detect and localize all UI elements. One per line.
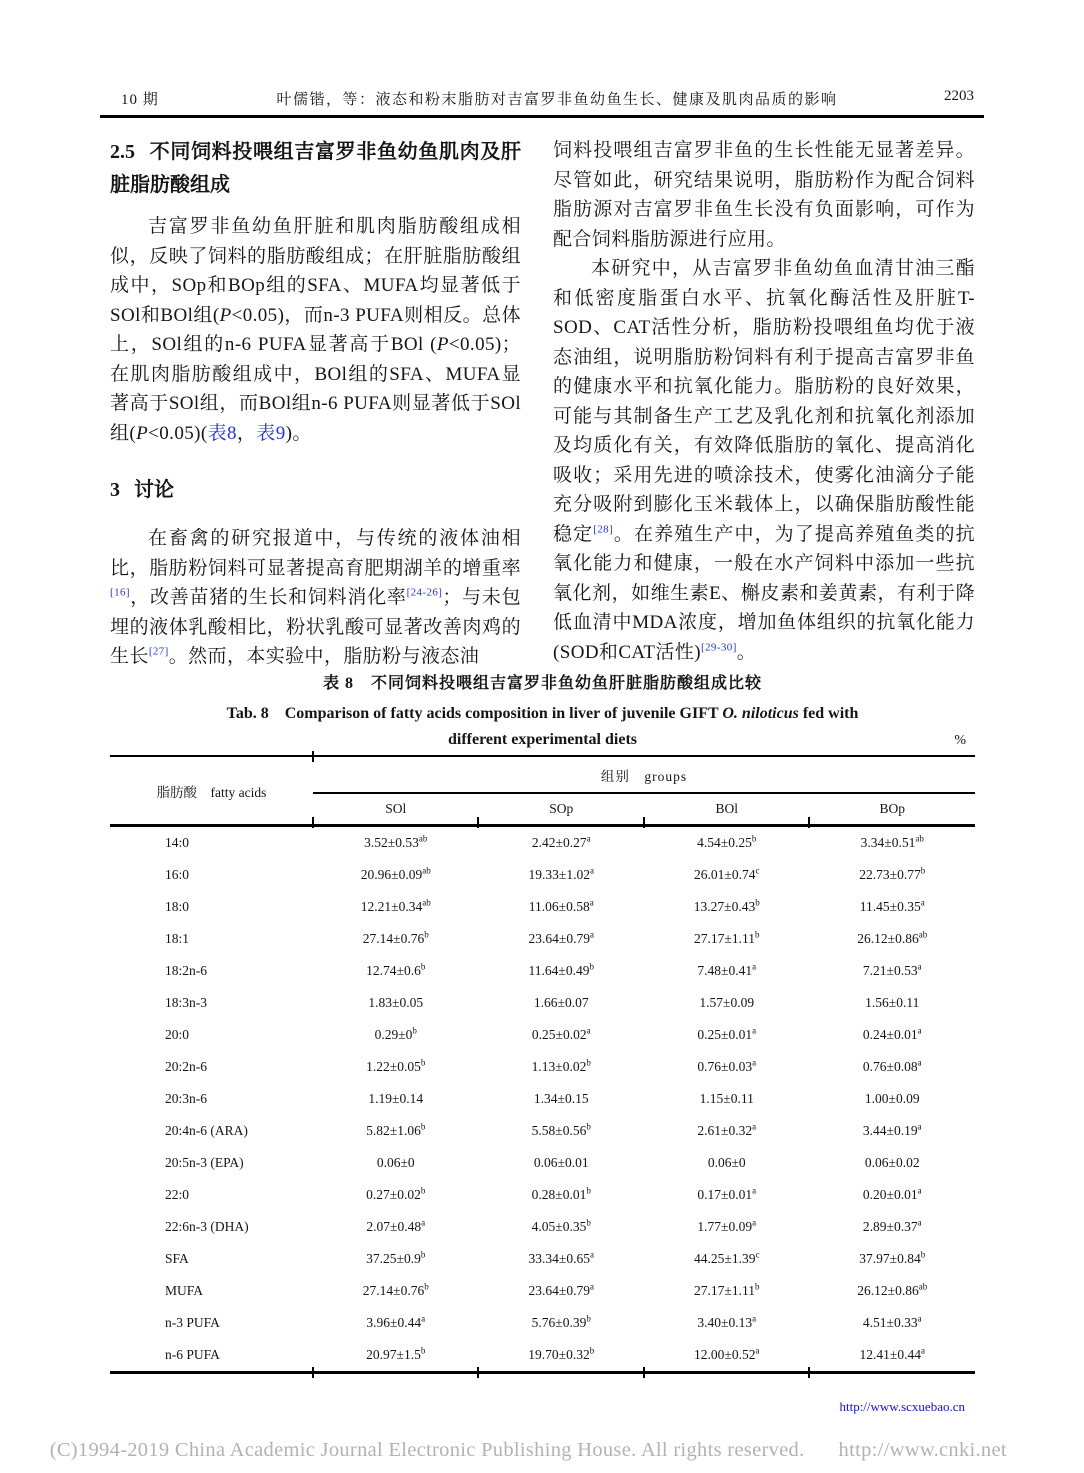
value-cell: 0.06±0.02 <box>864 1155 920 1170</box>
citation-link[interactable]: [28] <box>593 523 614 536</box>
significance-superscript: b <box>586 1313 591 1324</box>
significance-superscript: b <box>751 833 757 844</box>
paragraph-discussion-continued <box>553 136 975 254</box>
value-cell: 1.34±0.15 <box>533 1091 589 1106</box>
paragraph-discussion-2 <box>553 254 975 667</box>
citation-link[interactable]: [27] <box>148 645 169 658</box>
significance-superscript: b <box>420 1185 426 1196</box>
fatty-acid-label: 18:0 <box>165 899 190 914</box>
table-row <box>110 923 975 955</box>
value-cell: 26.01±0.74$^c$ <box>694 865 760 882</box>
text-segment: <0.05)( <box>148 422 208 444</box>
table-row <box>110 1307 975 1339</box>
fatty-acid-label: SFA <box>165 1251 189 1266</box>
fatty-acid-label: 22:0 <box>165 1187 190 1202</box>
significance-superscript: a <box>917 1121 922 1132</box>
value-cell: 1.22±0.05$^b$ <box>366 1057 426 1074</box>
rule-tick <box>643 1367 645 1378</box>
significance-superscript: b <box>920 1249 926 1260</box>
table-row <box>110 1275 975 1307</box>
significance-superscript: b <box>420 1057 426 1068</box>
significance-superscript: a <box>917 1185 922 1196</box>
significance-superscript: a <box>752 961 757 972</box>
fatty-acid-label: 14:0 <box>165 835 190 850</box>
cnki-url-text: http://www.cnki.net <box>838 1439 1007 1461</box>
fatty-acids-table <box>110 755 975 1374</box>
text-segment: <0.05)；在肌肉脂肪酸组成中，BOl组的SFA、MUFA显著高于SOl组，而BOl组n-6 PUFA则显著低于SOl组( <box>110 334 521 444</box>
significance-superscript: ab <box>915 833 924 844</box>
rule-tick <box>643 817 645 828</box>
value-cell: 11.45±0.35$^a$ <box>859 897 925 914</box>
significance-superscript: b <box>589 961 594 972</box>
significance-superscript: a <box>589 1281 594 1292</box>
text-segment: ，改善苗猪的生长和饲料消化率 <box>129 587 407 608</box>
citation-link[interactable]: [24-26] <box>406 586 443 599</box>
significance-superscript: a <box>917 1217 922 1228</box>
value-cell: 1.57±0.09 <box>699 995 755 1010</box>
italic-text: P <box>219 304 232 326</box>
copyright-text: (C)1994-2019 China Academic Journal Electronic Publishing House. All rights reserved. <box>49 1439 805 1461</box>
scxuebao-link[interactable]: http://www.scxuebao.cn <box>839 1399 965 1414</box>
table8-caption-english <box>110 700 975 723</box>
text-segment: <0.05)，而n-3 PUFA则相反。总体上，SOl组的n-6 PUFA显著高于BOl ( <box>110 304 521 355</box>
header-running-title: 叶儒锴，等：液态和粉末脂肪对吉富罗非鱼幼鱼生长、健康及肌肉品质的影响 <box>276 92 838 108</box>
value-cell: 1.00±0.09 <box>864 1091 920 1106</box>
header-issue: 10 期 <box>121 92 159 108</box>
value-cell: 1.77±0.09$^a$ <box>697 1217 757 1234</box>
value-cell: 27.17±1.11$^b$ <box>694 1281 760 1298</box>
value-cell: 0.76±0.03$^a$ <box>697 1057 757 1074</box>
significance-superscript: b <box>586 1217 591 1228</box>
rule-tick <box>808 817 810 828</box>
significance-superscript: b <box>424 929 429 940</box>
value-cell: 12.74±0.6$^b$ <box>366 961 426 978</box>
value-cell: 20.96±0.09$^{ab}$ <box>360 865 431 882</box>
text-segment: 本研究中，从吉富罗非鱼幼鱼血清甘油三酯和低密度脂蛋白水平、抗氧化酶活性及肝脏T-SOD、CAT活性分析，脂肪粉投喂组鱼均优于液态油组，说明脂肪粉饲料有利于提高吉富罗非鱼的健康水平和抗氧化能力。脂肪粉的良好效果，可能与其制备生产工艺及乳化剂和抗氧化剂添加及均质化有关，有效降低脂肪的氧化、提高消化吸收；采用先进的喷涂技术，使雾化油滴分子能充分吸附到膨化玉米载体上，以确保脂肪酸性能稳定 <box>553 258 975 545</box>
fatty-acid-label: 22:6n-3 (DHA) <box>165 1219 249 1234</box>
significance-superscript: a <box>586 833 591 844</box>
fatty-acid-label: 20:2n-6 <box>165 1059 207 1074</box>
value-cell: 1.83±0.05 <box>368 995 424 1010</box>
value-cell: 0.27±0.02$^b$ <box>366 1185 426 1202</box>
value-cell: 3.34±0.51$^{ab}$ <box>860 833 924 850</box>
value-cell: 5.58±0.56$^b$ <box>531 1121 591 1138</box>
table-row <box>110 1115 975 1147</box>
header-rule <box>100 115 984 118</box>
table-row <box>110 1339 975 1373</box>
column-header-SOp: SOp <box>479 793 645 826</box>
significance-superscript: b <box>755 897 760 908</box>
value-cell: 44.25±1.39$^c$ <box>694 1249 760 1266</box>
table-row <box>110 826 975 860</box>
value-cell: 0.24±0.01$^a$ <box>862 1025 922 1042</box>
value-cell: 2.61±0.32$^a$ <box>697 1121 757 1138</box>
significance-superscript: a <box>589 1249 594 1260</box>
value-cell: 19.33±1.02$^a$ <box>528 865 594 882</box>
significance-superscript: b <box>920 865 926 876</box>
value-cell: 4.05±0.35$^b$ <box>531 1217 591 1234</box>
text-segment: fed with <box>798 705 859 722</box>
significance-superscript: b <box>420 1345 426 1356</box>
text-segment: 饲料投喂组吉富罗非鱼的生长性能无显著差异。尽管如此，研究结果说明，脂肪粉作为配合饲料脂肪源对吉富罗非鱼生长没有负面影响，可作为配合饲料脂肪源进行应用。 <box>553 140 975 250</box>
significance-superscript: a <box>589 897 594 908</box>
significance-superscript: a <box>421 1217 426 1228</box>
table-ref-link[interactable]: 表9 <box>256 422 286 444</box>
fatty-acid-label: 20:3n-6 <box>165 1091 207 1106</box>
text-segment: ；与未包埋的液体乳酸相比，粉状乳酸可显著改善肉鸡的生长 <box>110 587 521 667</box>
value-cell: 12.21±0.34$^{ab}$ <box>360 897 431 914</box>
table-row <box>110 1211 975 1243</box>
value-cell: 11.64±0.49$^b$ <box>528 961 594 978</box>
text-segment: Tab. 8 Comparison of fatty acids composition in liver of juvenile GIFT <box>226 705 723 722</box>
significance-superscript: a <box>755 1345 760 1356</box>
significance-superscript: a <box>920 897 925 908</box>
significance-superscript: b <box>754 1281 760 1292</box>
value-cell: 2.42±0.27$^a$ <box>531 833 591 850</box>
value-cell: 1.15±0.11 <box>699 1091 754 1106</box>
value-cell: 0.06±0.01 <box>533 1155 589 1170</box>
text-segment: )。 <box>285 422 312 444</box>
significance-superscript: a <box>752 1217 757 1228</box>
significance-superscript: a <box>917 961 922 972</box>
rule-tick <box>312 817 314 828</box>
table8 <box>110 755 975 1374</box>
value-cell: 5.82±1.06$^b$ <box>366 1121 426 1138</box>
table-row <box>110 1083 975 1115</box>
value-cell: 3.52±0.53$^{ab}$ <box>364 833 428 850</box>
table-row <box>110 955 975 987</box>
value-cell: 0.28±0.01$^b$ <box>531 1185 591 1202</box>
significance-superscript: b <box>412 1025 417 1036</box>
groups-spanner-header: 组别 groups <box>313 756 975 793</box>
column-header-BOp: BOp <box>810 793 976 826</box>
significance-superscript: a <box>917 1057 922 1068</box>
table-ref-link[interactable]: 表8 <box>207 422 237 444</box>
citation-link[interactable]: [29-30] <box>700 641 737 654</box>
table-header <box>110 756 975 826</box>
value-cell: 37.97±0.84$^b$ <box>859 1249 926 1266</box>
italic-text: P <box>436 334 449 355</box>
significance-superscript: a <box>752 1313 757 1324</box>
value-cell: 0.25±0.01$^a$ <box>697 1025 757 1042</box>
significance-superscript: b <box>424 1281 429 1292</box>
section-heading-3 <box>110 474 521 507</box>
table-row <box>110 1147 975 1179</box>
right-column <box>553 136 975 667</box>
significance-superscript: a <box>752 1185 757 1196</box>
value-cell: 33.34±0.65$^a$ <box>528 1249 594 1266</box>
significance-superscript: b <box>420 961 426 972</box>
value-cell: 0.76±0.08$^a$ <box>862 1057 922 1074</box>
significance-superscript: a <box>920 1345 925 1356</box>
section-heading-2-5 <box>110 136 521 202</box>
value-cell: 19.70±0.32$^b$ <box>528 1345 595 1362</box>
column-header-SOl: SOl <box>313 793 479 826</box>
table-row <box>110 1179 975 1211</box>
rule-tick <box>312 751 314 762</box>
table-row <box>110 859 975 891</box>
fatty-acid-label: 20:0 <box>165 1027 190 1042</box>
significance-superscript: a <box>917 1025 922 1036</box>
text-segment: ， <box>236 422 257 444</box>
value-cell: 4.51±0.33$^a$ <box>862 1313 922 1330</box>
significance-superscript: a <box>752 1121 757 1132</box>
significance-superscript: b <box>420 1121 426 1132</box>
left-column <box>110 136 521 672</box>
significance-superscript: ab <box>918 929 928 940</box>
value-cell: 2.89±0.37$^a$ <box>862 1217 922 1234</box>
significance-superscript: b <box>586 1057 591 1068</box>
significance-superscript: ab <box>918 1281 928 1292</box>
value-cell: 27.14±0.76$^b$ <box>362 929 429 946</box>
value-cell: 23.64±0.79$^a$ <box>528 1281 594 1298</box>
text-segment: 在畜禽的研究报道中，与传统的液体油相比，脂肪粉饲料可显著提高育肥期湖羊的增重率 <box>110 528 521 579</box>
text-segment: 。在养殖生产中，为了提高养殖鱼类的抗氧化能力和健康，一般在水产饲料中添加一些抗氧化剂，如维生素E、槲皮素和姜黄素，有利于降低血清中MDA浓度，增加鱼体组织的抗氧化能力(SOD和CAT活性) <box>553 523 975 663</box>
significance-superscript: b <box>586 1185 591 1196</box>
value-cell: 22.73±0.77$^b$ <box>859 865 926 882</box>
table-row <box>110 987 975 1019</box>
value-cell: 3.44±0.19$^a$ <box>862 1121 922 1138</box>
table-row <box>110 891 975 923</box>
value-cell: 0.20±0.01$^a$ <box>862 1185 922 1202</box>
header-page-number: 2203 <box>944 88 974 104</box>
significance-superscript: b <box>420 1249 426 1260</box>
value-cell: 3.96±0.44$^a$ <box>366 1313 426 1330</box>
value-cell: 12.00±0.52$^a$ <box>694 1345 760 1362</box>
value-cell: 2.07±0.48$^a$ <box>366 1217 426 1234</box>
significance-superscript: ab <box>422 897 431 908</box>
paragraph-fatty-acid-results <box>110 212 521 448</box>
table8-caption-english-line2: different experimental diets <box>448 731 637 748</box>
significance-superscript: ab <box>418 833 428 844</box>
table-row <box>110 1019 975 1051</box>
significance-superscript: a <box>917 1313 922 1324</box>
value-cell: 11.06±0.58$^a$ <box>528 897 594 914</box>
value-cell: 0.17±0.01$^a$ <box>697 1185 757 1202</box>
section-title: 讨论 <box>134 479 174 501</box>
value-cell: 5.76±0.39$^b$ <box>531 1313 591 1330</box>
significance-superscript: b <box>586 1121 591 1132</box>
value-cell: 13.27±0.43$^b$ <box>693 897 760 914</box>
significance-superscript: a <box>752 1025 757 1036</box>
fatty-acid-label: 18:1 <box>165 931 190 946</box>
value-cell: 37.25±0.9$^b$ <box>366 1249 426 1266</box>
fatty-acid-label: MUFA <box>165 1283 204 1298</box>
copyright-watermark <box>28 1416 1007 1473</box>
value-cell: 26.12±0.86$^{ab}$ <box>857 929 928 946</box>
significance-superscript: b <box>754 929 760 940</box>
value-cell: 1.19±0.14 <box>368 1091 424 1106</box>
italic-text: P <box>136 422 149 444</box>
value-cell: 1.66±0.07 <box>533 995 589 1010</box>
value-cell: 1.56±0.11 <box>865 995 920 1010</box>
significance-superscript: a <box>589 929 594 940</box>
text-segment: 吉富罗非鱼幼鱼肝脏和肌肉脂肪酸组成相似，反映了饲料的脂肪酸组成；在肝脏脂肪酸组成中，SOp和BOp组的SFA、MUFA均显著低于SOl和BOl组( <box>110 216 521 326</box>
table-row <box>110 1243 975 1275</box>
significance-superscript: a <box>586 1025 591 1036</box>
value-cell: 23.64±0.79$^a$ <box>528 929 594 946</box>
significance-superscript: c <box>755 865 760 876</box>
value-cell: 7.21±0.53$^a$ <box>862 961 922 978</box>
rule-tick <box>477 817 479 828</box>
citation-link[interactable]: [16] <box>110 586 130 599</box>
value-cell: 27.17±1.11$^b$ <box>694 929 760 946</box>
fatty-acid-label: 16:0 <box>165 867 190 882</box>
table8-unit-label: % <box>954 733 966 748</box>
italic-text: O. niloticus <box>722 705 799 722</box>
section-number: 2.5 <box>110 141 135 163</box>
section-title: 不同饲料投喂组吉富罗非鱼幼鱼肌肉及肝脏脂肪酸组成 <box>110 141 521 196</box>
fatty-acids-column-header: 脂肪酸 fatty acids <box>110 756 313 826</box>
column-header-BOl: BOl <box>644 793 810 826</box>
significance-superscript: a <box>589 865 594 876</box>
value-cell: 0.06±0 <box>376 1155 415 1170</box>
table8-caption-chinese: 表 8 不同饲料投喂组吉富罗非鱼幼鱼肝脏脂肪酸组成比较 <box>322 675 762 692</box>
value-cell: 12.41±0.44$^a$ <box>859 1345 925 1362</box>
rule-tick <box>477 1367 479 1378</box>
fatty-acid-label: 20:5n-3 (EPA) <box>165 1155 244 1170</box>
rule-tick <box>808 1367 810 1378</box>
value-cell: 20.97±1.5$^b$ <box>366 1345 426 1362</box>
value-cell: 4.54±0.25$^b$ <box>697 833 757 850</box>
fatty-acid-label: 18:3n-3 <box>165 995 207 1010</box>
value-cell: 1.13±0.02$^b$ <box>531 1057 591 1074</box>
value-cell: $0.29\pm 0^b$ <box>374 1025 417 1042</box>
table-body <box>110 826 975 1373</box>
significance-superscript: b <box>589 1345 595 1356</box>
fatty-acid-label: n-3 PUFA <box>165 1315 220 1330</box>
rule-tick <box>312 1367 314 1378</box>
text-segment: 。 <box>736 641 757 663</box>
fatty-acid-label: 20:4n-6 (ARA) <box>165 1123 248 1138</box>
significance-superscript: c <box>755 1249 760 1260</box>
table-row <box>110 1051 975 1083</box>
significance-superscript: a <box>752 1057 757 1068</box>
value-cell: 27.14±0.76$^b$ <box>362 1281 429 1298</box>
section-number: 3 <box>110 479 120 501</box>
fatty-acid-label: 18:2n-6 <box>165 963 207 978</box>
text-segment: 。然而，本实验中，脂肪粉与液态油 <box>168 646 480 667</box>
value-cell: 0.06±0 <box>707 1155 746 1170</box>
paragraph-discussion-1 <box>110 524 521 672</box>
significance-superscript: a <box>421 1313 426 1324</box>
value-cell: 7.48±0.41$^a$ <box>697 961 757 978</box>
value-cell: 3.40±0.13$^a$ <box>697 1313 757 1330</box>
value-cell: 26.12±0.86$^{ab}$ <box>857 1281 928 1298</box>
value-cell: 0.25±0.02$^a$ <box>531 1025 591 1042</box>
fatty-acid-label: n-6 PUFA <box>165 1347 220 1362</box>
significance-superscript: ab <box>422 865 431 876</box>
